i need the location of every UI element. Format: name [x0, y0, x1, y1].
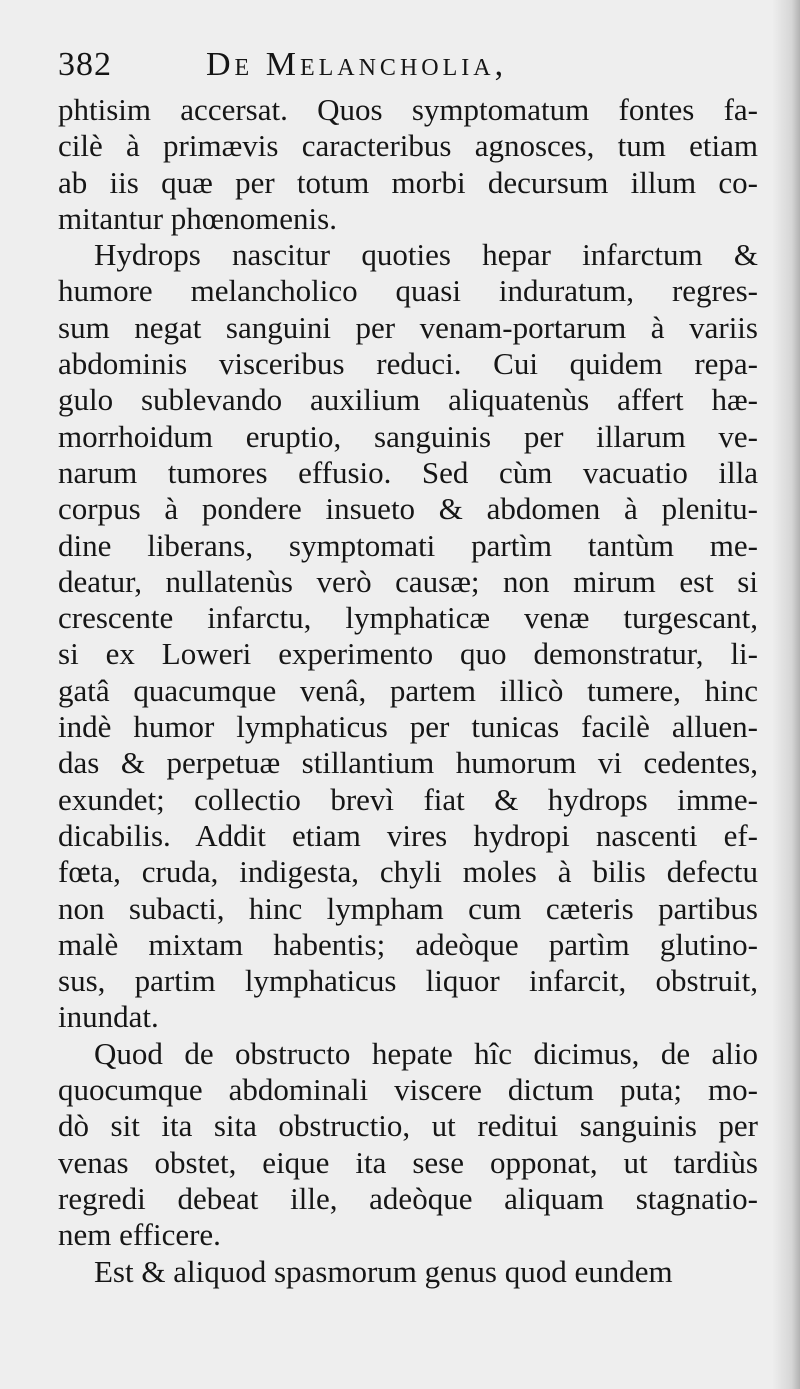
text-line: gatâ quacumque venâ, partem illicò tumere, hinc — [58, 672, 758, 708]
page-number: 382 — [58, 46, 112, 83]
text-line: nem efficere. — [58, 1217, 221, 1253]
text-line: fœta, cruda, indigesta, chyli moles à bilis defectu — [58, 854, 758, 890]
text-line: quocumque abdominali viscere dictum puta; mo- — [58, 1072, 758, 1108]
text-line: humore melancholico quasi induratum, regres- — [58, 273, 758, 309]
text-line: morrhoidum eruptio, sanguinis per illarum ve- — [58, 418, 758, 454]
body-text — [58, 92, 758, 1290]
paragraph — [58, 1254, 758, 1290]
text-line: sus, partim lymphaticus liquor infarcit, obstruit, — [58, 963, 758, 999]
text-line: deatur, nullatenùs verò causæ; non mirum est si — [58, 563, 758, 599]
text-line: das & perpetuæ stillantium humorum vi cedentes, — [58, 745, 758, 781]
text-line: indè humor lymphaticus per tunicas facilè alluen- — [58, 709, 758, 745]
text-line: venas obstet, eique ita sese opponat, ut tardiùs — [58, 1144, 758, 1180]
text-line: Quod de obstructo hepate hîc dicimus, de alio — [94, 1035, 758, 1071]
text-line: crescente infarctu, lymphaticæ venæ turgescant, — [58, 600, 758, 636]
text-line: Est & aliquod spasmorum genus quod eundem — [94, 1253, 673, 1289]
paragraph — [58, 237, 758, 1036]
paragraph — [58, 1036, 758, 1254]
text-line: si ex Loweri experimento quo demonstratur, li- — [58, 636, 758, 672]
text-line: abdominis visceribus reduci. Cui quidem repa- — [58, 346, 758, 382]
text-line: gulo sublevando auxilium aliquatenùs affert hæ- — [58, 382, 758, 418]
text-line: narum tumores effusio. Sed cùm vacuatio illa — [58, 454, 758, 490]
text-line: Hydrops nascitur quoties hepar infarctum & — [94, 237, 758, 273]
text-line: corpus à pondere insueto & abdomen à plenitu- — [58, 491, 758, 527]
page-edge-shadow — [772, 0, 800, 1389]
text-line: cilè à primævis caracteribus agnosces, tum etiam — [58, 128, 758, 164]
text-line: malè mixtam habentis; adeòque partìm glutino- — [58, 926, 758, 962]
text-line: inundat. — [58, 999, 159, 1035]
text-line: exundet; collectio brevì fiat & hydrops imme- — [58, 781, 758, 817]
text-line: regredi debeat ille, adeòque aliquam stagnatio- — [58, 1180, 758, 1216]
text-line: sum negat sanguini per venam-portarum à variis — [58, 309, 758, 345]
text-line: non subacti, hinc lympham cum cæteris partibus — [58, 890, 758, 926]
text-line: dine liberans, symptomati partìm tantùm me- — [58, 527, 758, 563]
text-line: dò sit ita sita obstructio, ut reditui sanguinis per — [58, 1108, 758, 1144]
text-line: mitantur phœnomenis. — [58, 200, 337, 236]
text-line: ab iis quæ per totum morbi decursum illum co- — [58, 164, 758, 200]
paragraph — [58, 92, 758, 237]
text-line: phtisim accersat. Quos symptomatum fontes fa- — [58, 92, 758, 127]
running-header — [58, 42, 758, 92]
text-line: dicabilis. Addit etiam vires hydropi nascenti ef- — [58, 817, 758, 853]
running-title: De Melancholia, — [206, 46, 508, 83]
